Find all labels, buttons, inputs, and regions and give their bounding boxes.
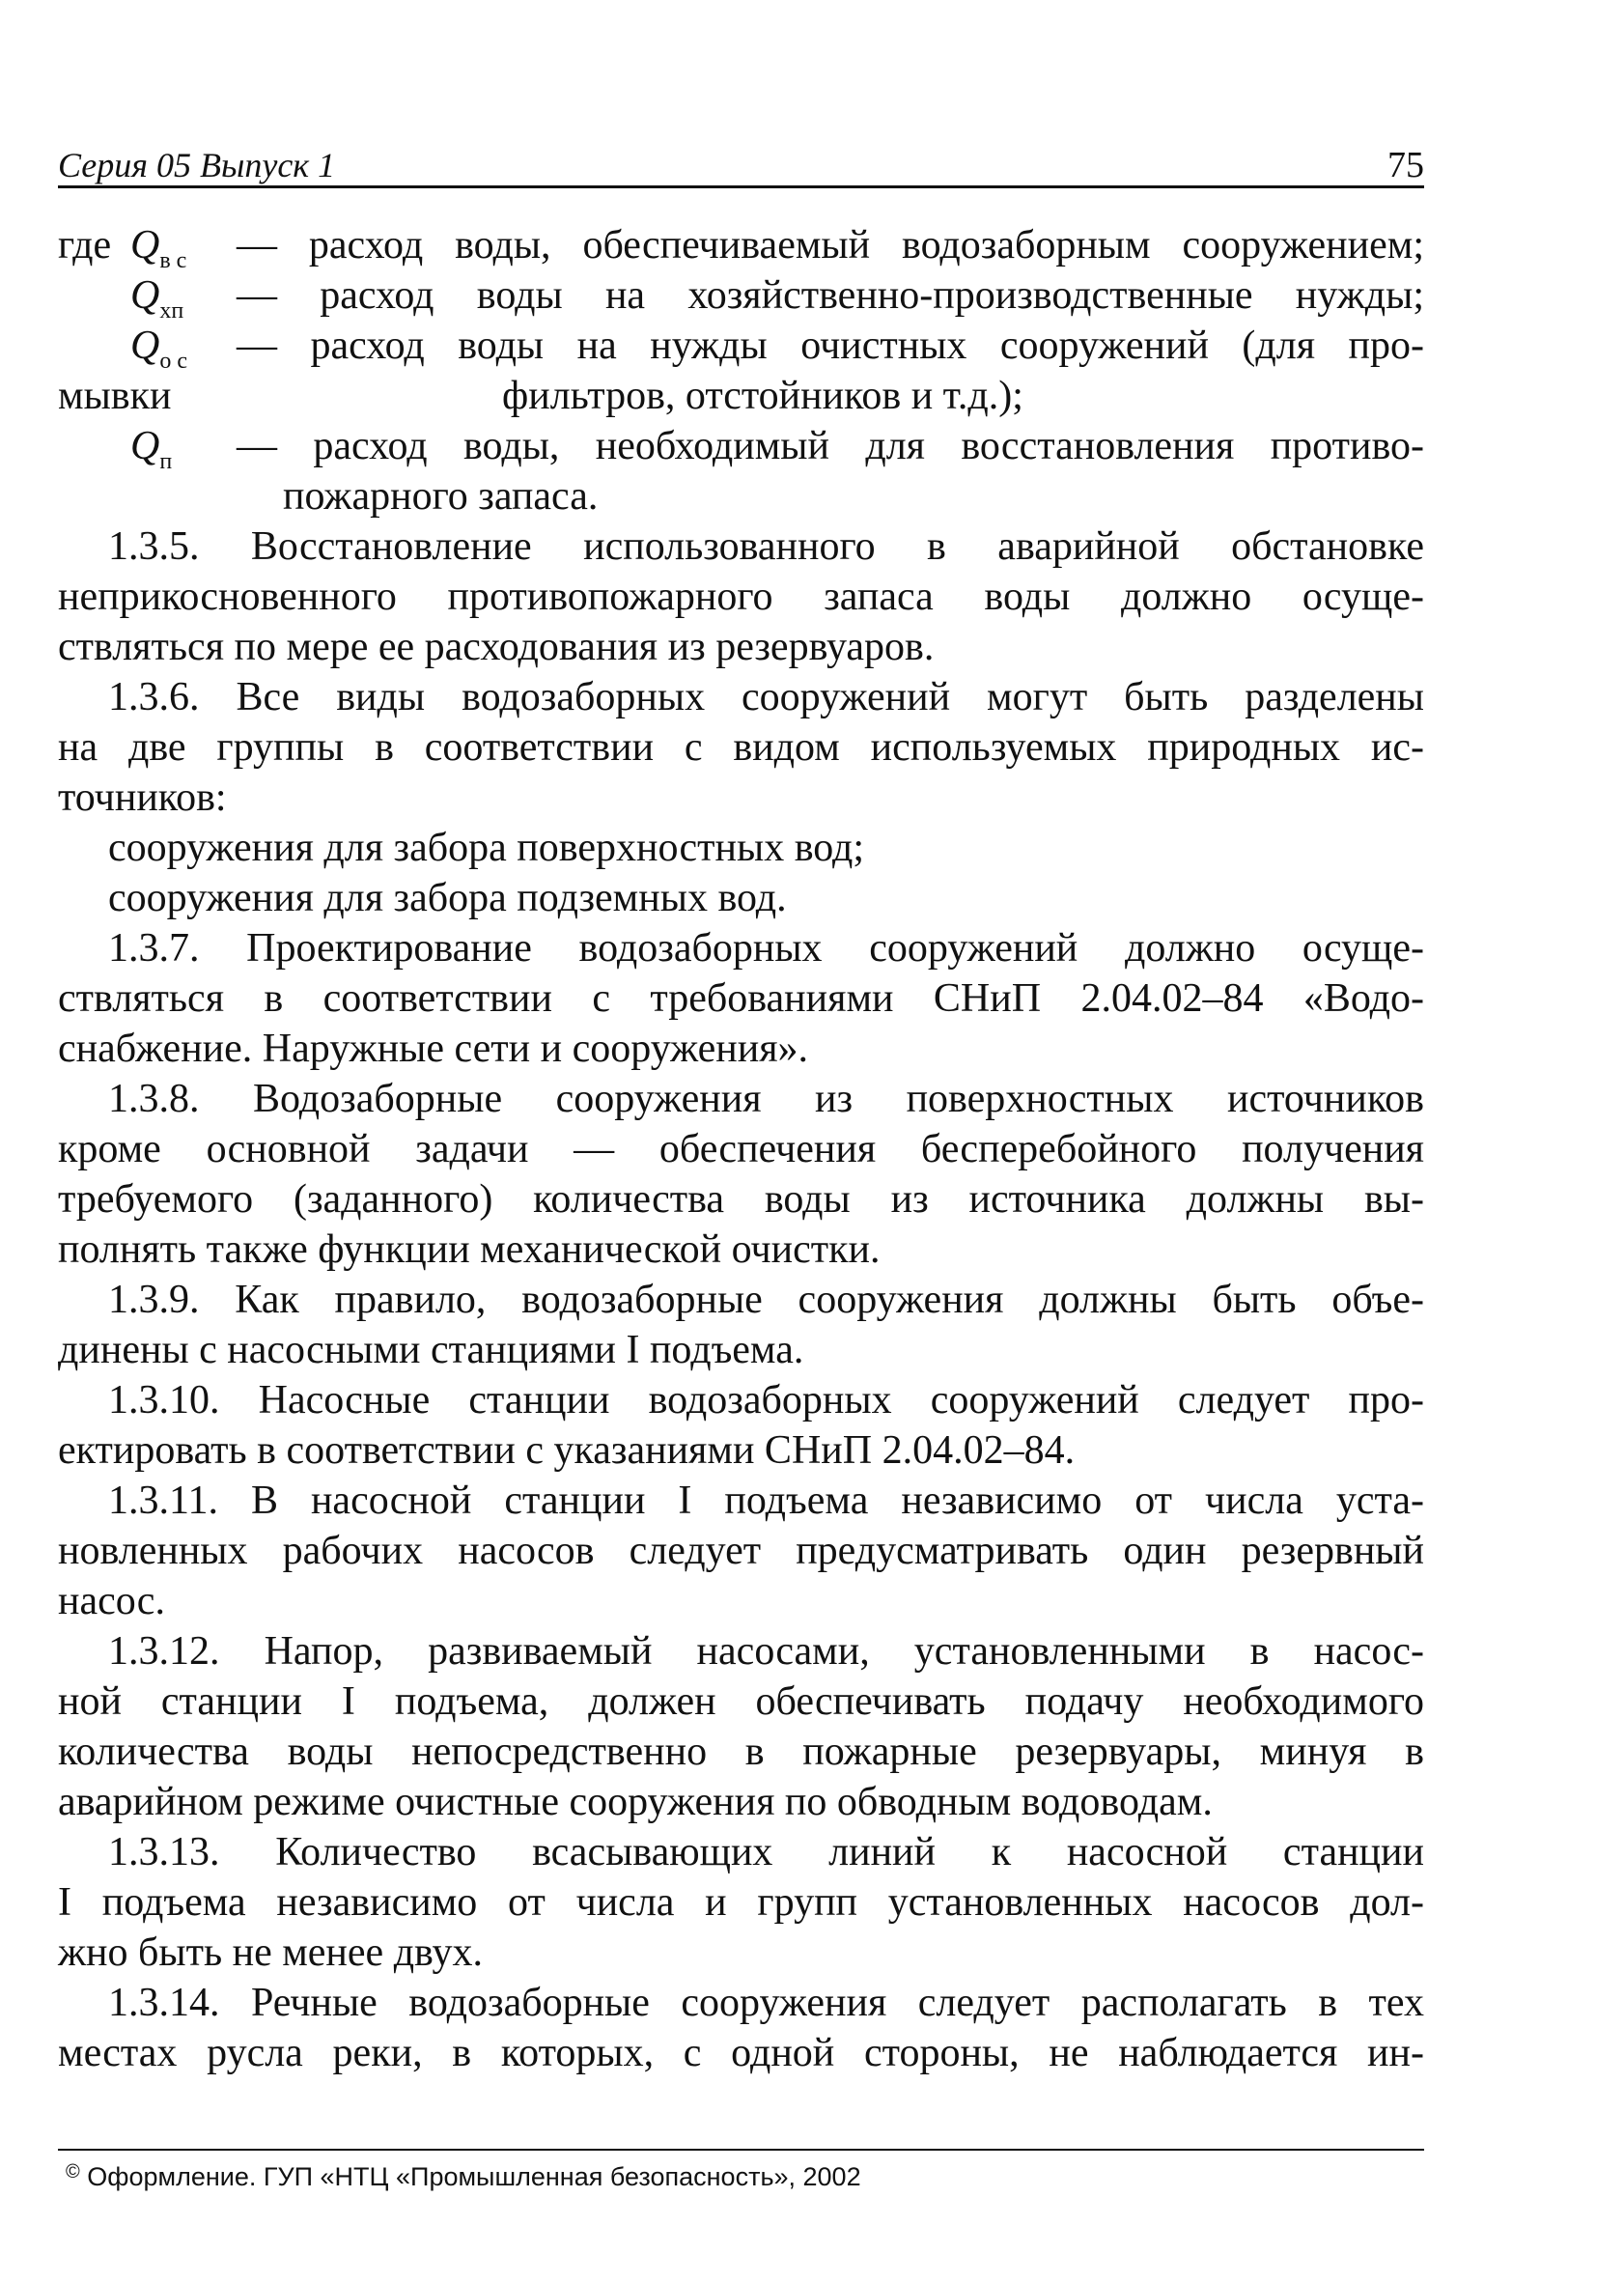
body-line: количества воды непосредственно в пожарные резервуары, минуя в xyxy=(58,1730,1424,1774)
body-line: 1.3.5. Восстановление использованного в аварийной обстановке xyxy=(108,524,1424,569)
legend-symbol-q-p: $Q_п$ xyxy=(130,424,173,474)
body-line: аварийном режиме очистные сооружения по обводным водоводам. xyxy=(58,1780,1213,1824)
footer-rule xyxy=(58,2149,1424,2151)
body-line: 1.3.6. Все виды водозаборных сооружений могут быть разделены xyxy=(108,675,1424,719)
legend-symbol-q-vs: $Q_{в с}$ xyxy=(130,223,187,273)
body-line: 1.3.10. Насосные станции водозаборных сооружений следует про- xyxy=(108,1378,1424,1423)
list-item: сооружения для забора подземных вод. xyxy=(108,876,787,920)
body-line: требуемого (заданного) количества воды из источника должны вы- xyxy=(58,1177,1424,1222)
body-line: ствляться по мере ее расходования из резервуаров. xyxy=(58,625,935,669)
body-line: динены с насосными станциями I подъема. xyxy=(58,1328,804,1372)
body-line: I подъема независимо от числа и групп установленных насосов дол- xyxy=(58,1880,1424,1925)
legend-symbol-q-os: $Q_{о с}$ xyxy=(130,324,187,374)
legend-continuation: пожарного запаса. xyxy=(283,474,599,519)
body-line: 1.3.14. Речные водозаборные сооружения следует располагать в тех xyxy=(108,1981,1424,2025)
body-line: точников: xyxy=(58,775,227,820)
header-rule xyxy=(58,185,1424,188)
body-line: 1.3.12. Напор, развиваемый насосами, установленными в насос- xyxy=(108,1629,1424,1674)
body-line: новленных рабочих насосов следует предусматривать один резервный xyxy=(58,1529,1424,1573)
body-line: снабжение. Наружные сети и сооружения». xyxy=(58,1027,809,1071)
body-line: 1.3.9. Как правило, водозаборные сооружения должны быть объе- xyxy=(108,1278,1424,1322)
series-title: Серия 05 Выпуск 1 xyxy=(58,146,336,184)
body-line: кроме основной задачи — обеспечения бесперебойного получения xyxy=(58,1127,1424,1171)
legend-wrap-left: мывки xyxy=(58,374,172,418)
legend-text-q-os: — расход воды на нужды очистных сооружений (для про- xyxy=(237,324,1424,368)
body-line: ектировать в соответствии с указаниями СНиП 2.04.02–84. xyxy=(58,1428,1076,1473)
body-line: жно быть не менее двух. xyxy=(58,1930,483,1975)
legend-text-q-hp: — расход воды на хозяйственно-производственные нужды; xyxy=(237,273,1424,318)
running-header xyxy=(58,145,1424,185)
body-line: полнять также функции механической очистки. xyxy=(58,1227,881,1272)
footer-copyright xyxy=(66,2155,861,2193)
body-line: насос. xyxy=(58,1579,165,1623)
copyright-sign: © xyxy=(66,2161,80,2183)
body-line: ной станции I подъема, должен обеспечивать подачу необходимого xyxy=(58,1679,1424,1724)
legend-text-q-p: — расход воды, необходимый для восстановления противо- xyxy=(237,424,1424,468)
legend-wrap-right: фильтров, отстойников и т.д.); xyxy=(502,374,1023,418)
footer-text: Оформление. ГУП «НТЦ «Промышленная безопасность», 2002 xyxy=(87,2162,861,2191)
legend-text-q-vs: — расход воды, обеспечиваемый водозаборным сооружением; xyxy=(237,223,1424,268)
body-line: ствляться в соответствии с требованиями СНиП 2.04.02–84 «Водо- xyxy=(58,976,1424,1021)
body-line: 1.3.7. Проектирование водозаборных сооружений должно осуще- xyxy=(108,926,1424,971)
body-line: местах русла реки, в которых, с одной стороны, не наблюдается ин- xyxy=(58,2031,1424,2075)
legend-symbol-q-hp: $Q_{хп}$ xyxy=(130,273,184,324)
legend-where: где xyxy=(58,223,112,268)
body-line: на две группы в соответствии с видом используемых природных ис- xyxy=(58,725,1424,770)
page-number: 75 xyxy=(1387,145,1424,185)
list-item: сооружения для забора поверхностных вод; xyxy=(108,826,865,870)
body-line: 1.3.13. Количество всасывающих линий к насосной станции xyxy=(108,1830,1424,1874)
body-line: 1.3.11. В насосной станции I подъема независимо от числа уста- xyxy=(108,1479,1424,1523)
body-line: неприкосновенного противопожарного запаса воды должно осуще- xyxy=(58,575,1424,619)
body-line: 1.3.8. Водозаборные сооружения из поверхностных источников xyxy=(108,1077,1424,1121)
